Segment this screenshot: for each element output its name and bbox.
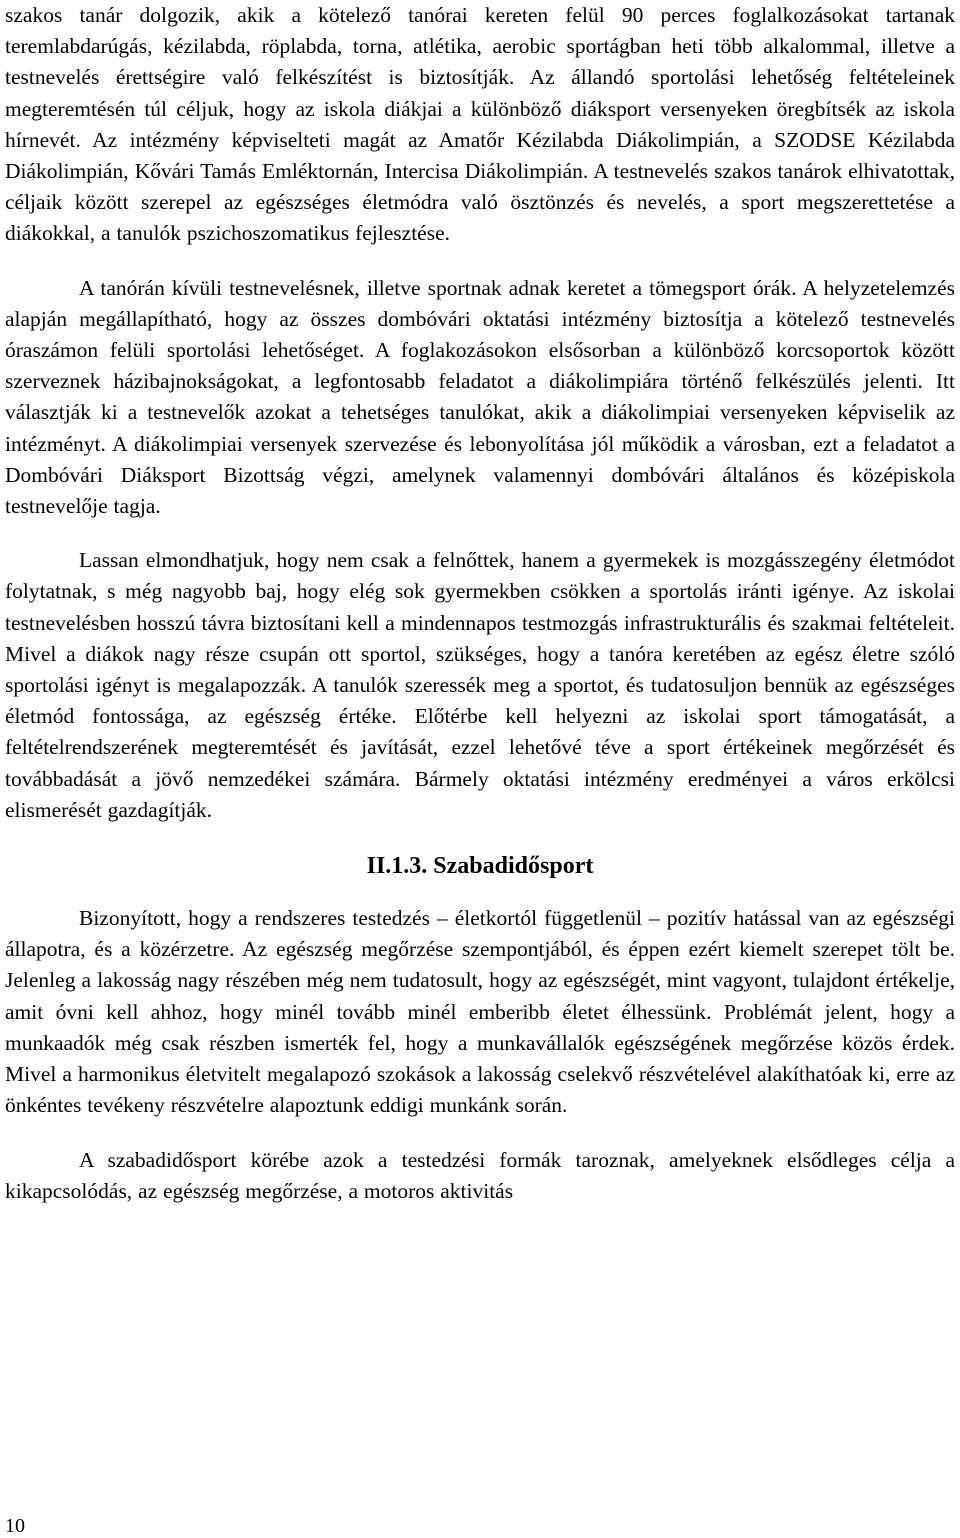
body-paragraph: A tanórán kívüli testnevelésnek, illetve sportnak adnak keretet a tömegsport órák. A helyzetelemzés alapján megállapítható, hogy az összes dombóvári oktatási intézmény biztosítja a kötelező testnevelés óraszámon felüli sportolási lehetőséget. A foglakozásokon elsősorban a különböző korcsoportok között szerveznek házibajnokságokat, a legfontosabb feladatot a diákolimpiára történő felkészülés jelenti. Itt választják ki a testnevelők azokat a tehetséges tanulókat, akik a diákolimpiai versenyeken képviselik az intézményt. A diákolimpiai versenyek szervezése és lebonyolítása jól működik a városban, ezt a feladatot a Dombóvári Diáksport Bizottság végzi, amelynek valamennyi dombóvári általános és középiskola testnevelője tagja. bbox=[5, 275, 955, 519]
page-number: 10 bbox=[5, 1515, 25, 1537]
body-paragraph: Bizonyított, hogy a rendszeres testedzés – életkortól függetlenül – pozitív hatással van az egészségi állapotra, és a közérzetre. Az egészség megőrzése szempontjából, és éppen ezért kiemelt szerepet tölt be. Jelenleg a lakosság nagy részében még nem tudatosult, hogy az egészségét, mint vagyont, tulajdont értékelje, amit óvni kell ahhoz, hogy minél tovább minél emberibb életet élhessünk. Problémát jelent, hogy a munkaadók még csak részben ismerték fel, hogy a munkavállalók egészségének megőrzése közös érdek. Mivel a harmonikus életvitelt megalapozó szokások a lakosság cselekvő részvételével alakíthatóak ki, erre az önkéntes tevékeny részvételre alapoztunk eddigi munkánk során. bbox=[5, 906, 955, 1118]
body-paragraph: szakos tanár dolgozik, akik a kötelező tanórai kereten felül 90 perces foglalkozásokat tartanak teremlabdarúgás, kézilabda, röplabda, torna, atlétika, aerobic sportágban heti több alkalommal, illetve a testnevelés érettségire való felkészítést is biztosítják. Az állandó sportolási lehetőség feltételeinek megteremtésén túl céljuk, hogy az iskola diákjai a különböző diáksport versenyeken öregbítsék az iskola hírnevét. Az intézmény képviselteti magát az Amatőr Kézilabda Diákolimpián, a SZODSE Kézilabda Diákolimpián, Kővári Tamás Emléktornán, Intercisa Diákolimpián. A testnevelés szakos tanárok elhivatottak, céljaik között szerepel az egészséges életmódra való ösztönzés és nevelés, a sport megszerettetése a diákokkal, a tanulók pszichoszomatikus fejlesztése. bbox=[5, 3, 955, 246]
paragraph-spacer bbox=[5, 826, 955, 849]
body-paragraph: A szabadidősport körébe azok a testedzési formák taroznak, amelyeknek elsődleges célja a kikapcsolódás, az egészség megőrzése, a motoros aktivitás bbox=[5, 1147, 955, 1203]
body-paragraph: Lassan elmondhatjuk, hogy nem csak a felnőttek, hanem a gyermekek is mozgásszegény életmódot folytatnak, s még nagyobb baj, hogy elég sok gyermekben csökken a sportolás iránti igénye. Az iskolai testnevelésben hosszú távra biztosítani kell a mindennapos testmozgás infrastrukturális és szakmai feltételeit. Mivel a diákok nagy része csupán ott sportol, szükséges, hogy a tanóra keretében az egész életre szóló sportolási igényt is megalapozzák. A tanulók szeressék meg a sportot, és tudatosuljon bennük az egészséges életmód fontossága, az egészség értéke. Előtérbe kell helyezni az iskolai sport támogatását, a feltételrendszerének megteremtését és javítását, ezzel lehetővé téve a sport értékeinek megőrzését és továbbadását a jövő nemzedékei számára. Bármely oktatási intézmény eredményei a város erkölcsi elismerését gazdagítják. bbox=[5, 548, 955, 822]
paragraph-spacer bbox=[5, 883, 955, 903]
paragraph-spacer bbox=[5, 1122, 955, 1145]
paragraph-spacer bbox=[5, 250, 955, 273]
paragraph-spacer bbox=[5, 522, 955, 545]
section-heading: II.1.3. Szabadidősport bbox=[366, 853, 594, 880]
document-page bbox=[5, 0, 955, 1207]
